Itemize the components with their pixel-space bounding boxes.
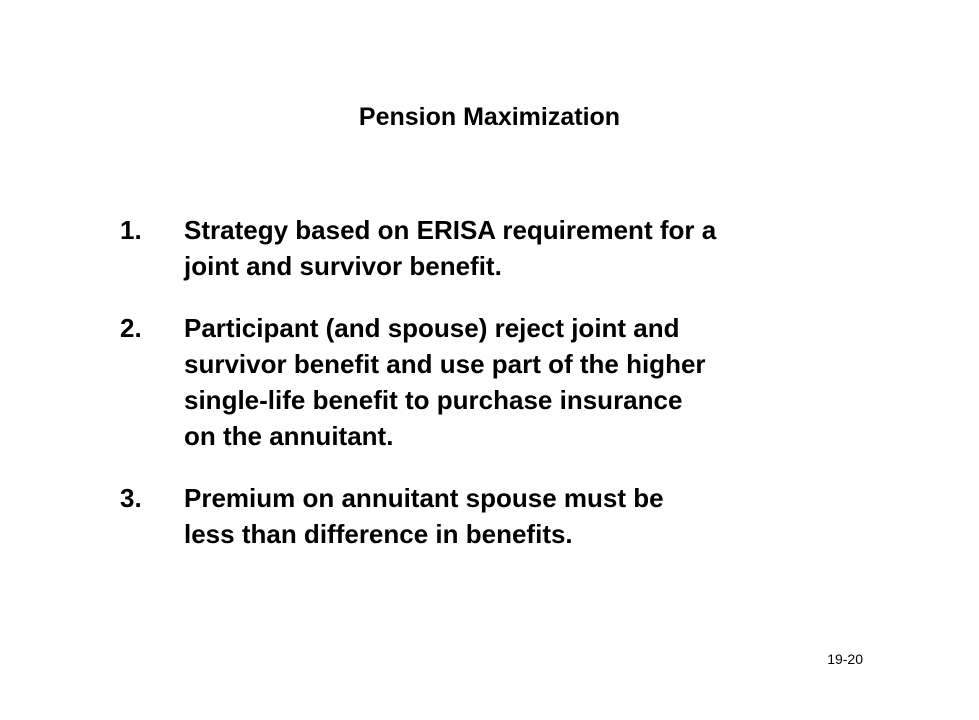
list-item-line: joint and survivor benefit. [184, 251, 502, 281]
list-item-line: survivor benefit and use part of the higher [184, 349, 706, 379]
numbered-list [120, 212, 860, 552]
list-item-line: single-life benefit to purchase insurance [184, 385, 683, 415]
page-number: 19-20 [827, 651, 863, 667]
list-item-number: 3. [120, 483, 142, 513]
list-item-number: 2. [120, 313, 142, 343]
list-item [120, 480, 860, 552]
list-item-text [184, 310, 860, 454]
list-item-line: on the annuitant. [184, 421, 394, 451]
list-item-text [184, 212, 860, 284]
list-item [120, 212, 860, 284]
list-item-line: Participant (and spouse) reject joint and [184, 313, 680, 343]
slide-title: Pension Maximization [358, 103, 621, 131]
list-item [120, 310, 860, 454]
list-item-line: Premium on annuitant spouse must be [184, 483, 664, 513]
list-item-line: Strategy based on ERISA requirement for a [184, 215, 717, 245]
list-item-number: 1. [120, 215, 142, 245]
list-item-line: less than difference in benefits. [184, 519, 573, 549]
list-item-text [184, 480, 860, 552]
